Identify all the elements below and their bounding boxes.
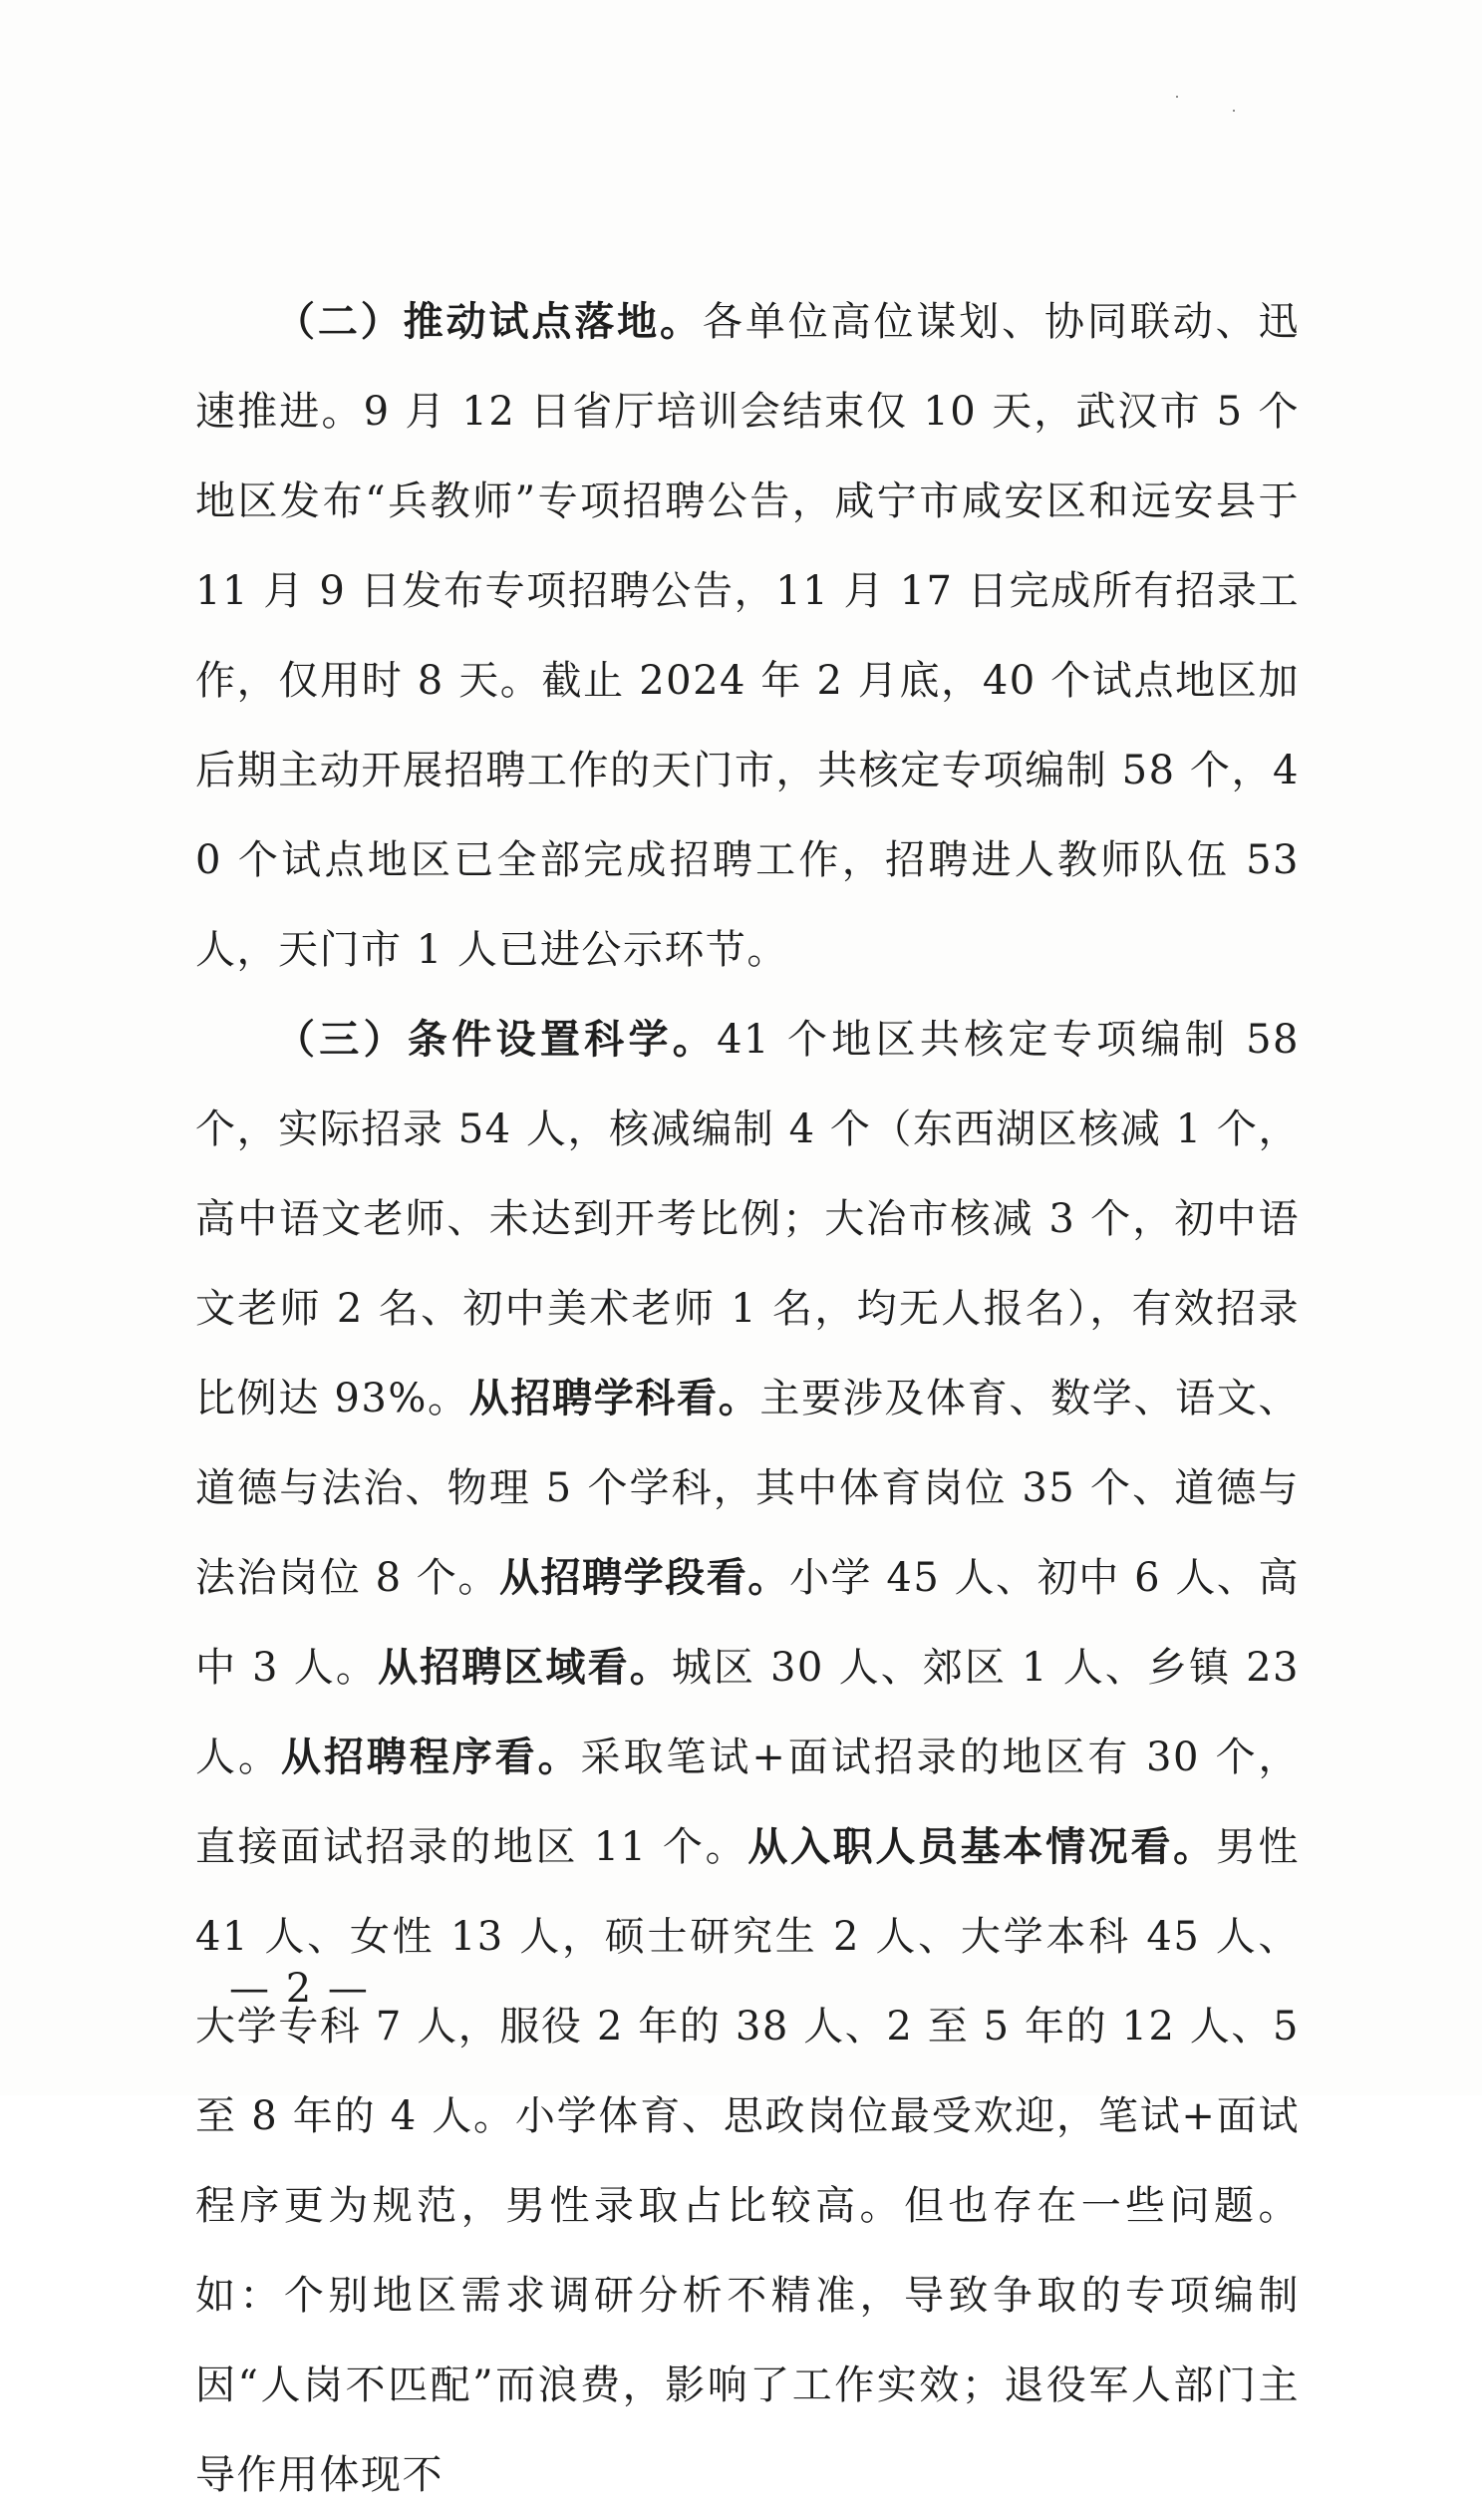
paragraph-section-3 bbox=[195, 995, 1300, 2520]
stage-lead-heading: 从招聘学段看。 bbox=[498, 1555, 789, 1601]
paragraph-text: 男性 41 人、女性 13 人，硕士研究生 2 人、大学本科 45 人、大学专科 7 人，服役 2 年的 38 人、2 至 5 年的 12 人、5 至 8 年的 4 人。小学体育、思政岗位最受欢迎，笔试+面试程序更为规范，男性录取占比较高。但也存在一些问题。如：个别地区需求调研分析不精准，导致争取的专项编制因“人岗不匹配”而浪费，影响了工作实效；退役军人部门主导作用体现不 bbox=[195, 1824, 1301, 2498]
subject-lead-heading: 从招聘学科看。 bbox=[468, 1376, 760, 1421]
paragraph-section-2 bbox=[195, 277, 1300, 995]
paragraph-text: 采取笔试+面试招录的地区有 30 个，直接面试招录的地区 11 个。 bbox=[195, 1734, 1301, 1870]
procedure-lead-heading: 从招聘程序看。 bbox=[280, 1734, 581, 1780]
page-number: — 2 — bbox=[229, 1966, 370, 2012]
section-heading: （三）条件设置科学。 bbox=[275, 1017, 718, 1063]
paragraph-text: 主要涉及体育、数学、语文、道德与法治、物理 5 个学科，其中体育岗位 35 个、道德与法治岗位 8 个。 bbox=[195, 1376, 1301, 1601]
scan-speck bbox=[1233, 110, 1235, 112]
paragraph-text: 41 个地区共核定专项编制 58 个，实际招录 54 人，核减编制 4 个（东西湖区核减 1 个，高中语文老师、未达到开考比例；大冶市核减 3 个，初中语文老师 2 名、初中美术老师 1 名，均无人报名），有效招录比例达 93%。 bbox=[195, 1017, 1300, 1421]
paragraph-text: 城区 30 人、郊区 1 人、乡镇 23 人。 bbox=[195, 1645, 1301, 1780]
section-heading: （二）推动试点落地。 bbox=[275, 299, 703, 345]
document-body bbox=[195, 277, 1300, 2520]
paragraph-text: 各单位高位谋划、协同联动、迅速推进。9 月 12 日省厅培训会结束仅 10 天，武汉市 5 个地区发布“兵教师”专项招聘公告，咸宁市咸安区和远安县于 11 月 9 日发布专项招聘公告，11 月 17 日完成所有招录工作，仅用时 8 天。截止 2024 年 2 月底，40 个试点地区加后期主动开展招聘工作的天门市，共核定专项编制 58 个，40 个试点地区已全部完成招聘工作，招聘进人教师队伍 53 人，天门市 1 人已进公示环节。 bbox=[195, 299, 1301, 973]
scan-speck bbox=[1176, 96, 1178, 98]
paragraph-text: 小学 45 人、初中 6 人、高中 3 人。 bbox=[195, 1555, 1301, 1691]
region-lead-heading: 从招聘区域看。 bbox=[378, 1645, 672, 1691]
staff-lead-heading: 从入职人员基本情况看。 bbox=[747, 1824, 1216, 1870]
